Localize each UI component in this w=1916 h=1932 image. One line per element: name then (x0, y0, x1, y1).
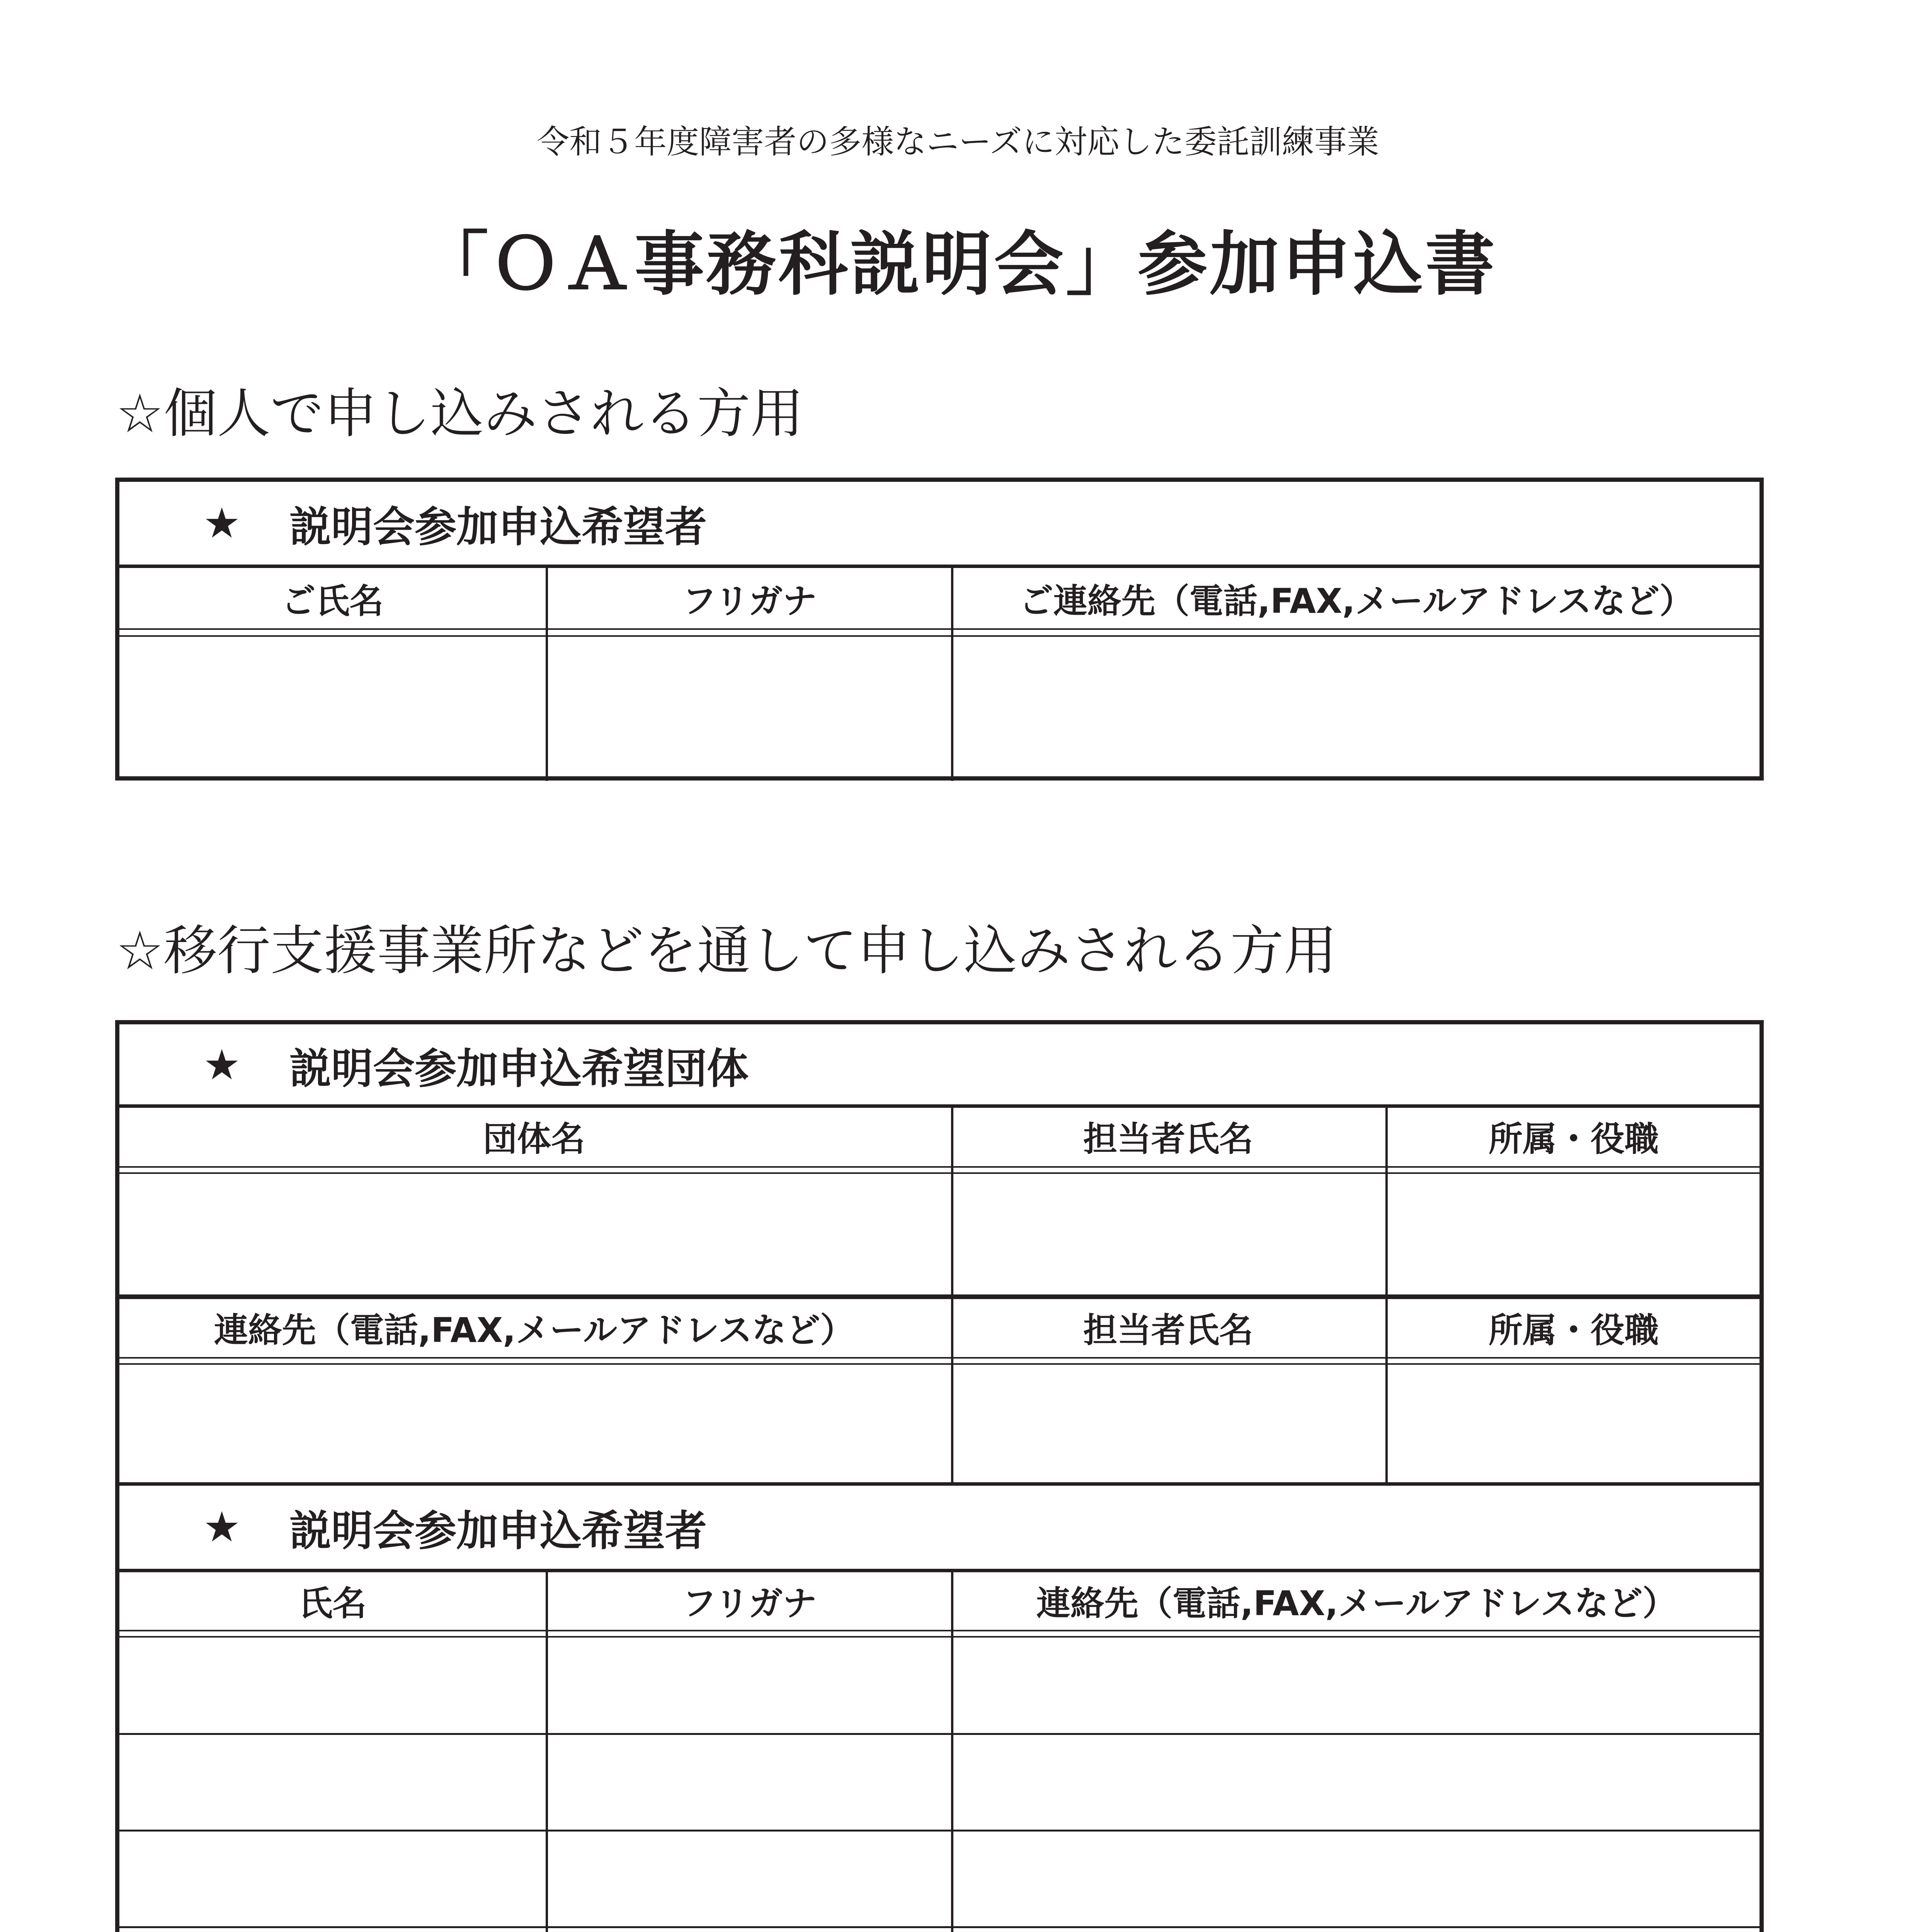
column-group-name: 団体名 (483, 1119, 585, 1159)
star-icon: ★ (203, 1041, 241, 1089)
column-applicant-contact: 連絡先（電話,FAX,メールアドレスなど） (1036, 1583, 1677, 1623)
column-name: ご氏名 (281, 581, 384, 621)
column-group-contact: 連絡先（電話,FAX,メールアドレスなど） (214, 1310, 854, 1350)
column-affiliation-2: 所属・役職 (1488, 1310, 1659, 1350)
column-furigana: フリガナ (682, 581, 817, 621)
page-title: 「ＯＡ事務科説明会」参加申込書 (419, 224, 1497, 305)
column-contact: ご連絡先（電話,FAX,メールアドレスなど） (1019, 581, 1694, 621)
column-applicant-furigana: フリガナ (682, 1583, 817, 1623)
page-subtitle: 令和５年度障害者の多様なニーズに対応した委託訓練事業 (537, 123, 1379, 161)
column-staff-name: 担当者氏名 (1083, 1119, 1253, 1159)
group-heading: 説明会参加申込希望団体 (289, 1044, 749, 1093)
column-affiliation: 所属・役職 (1488, 1119, 1659, 1159)
column-applicant-name: 氏名 (298, 1583, 367, 1623)
star-icon: ★ (203, 499, 241, 548)
individual-section-label: ☆個人で申し込みされる方用 (116, 383, 804, 445)
applicants-heading: 説明会参加申込希望者 (289, 1507, 707, 1555)
column-staff-name-2: 担当者氏名 (1083, 1310, 1253, 1350)
individual-heading: 説明会参加申込希望者 (289, 503, 707, 551)
group-section-label: ☆移行支援事業所などを通して申し込みされる方用 (116, 920, 1337, 982)
star-icon: ★ (203, 1503, 241, 1551)
